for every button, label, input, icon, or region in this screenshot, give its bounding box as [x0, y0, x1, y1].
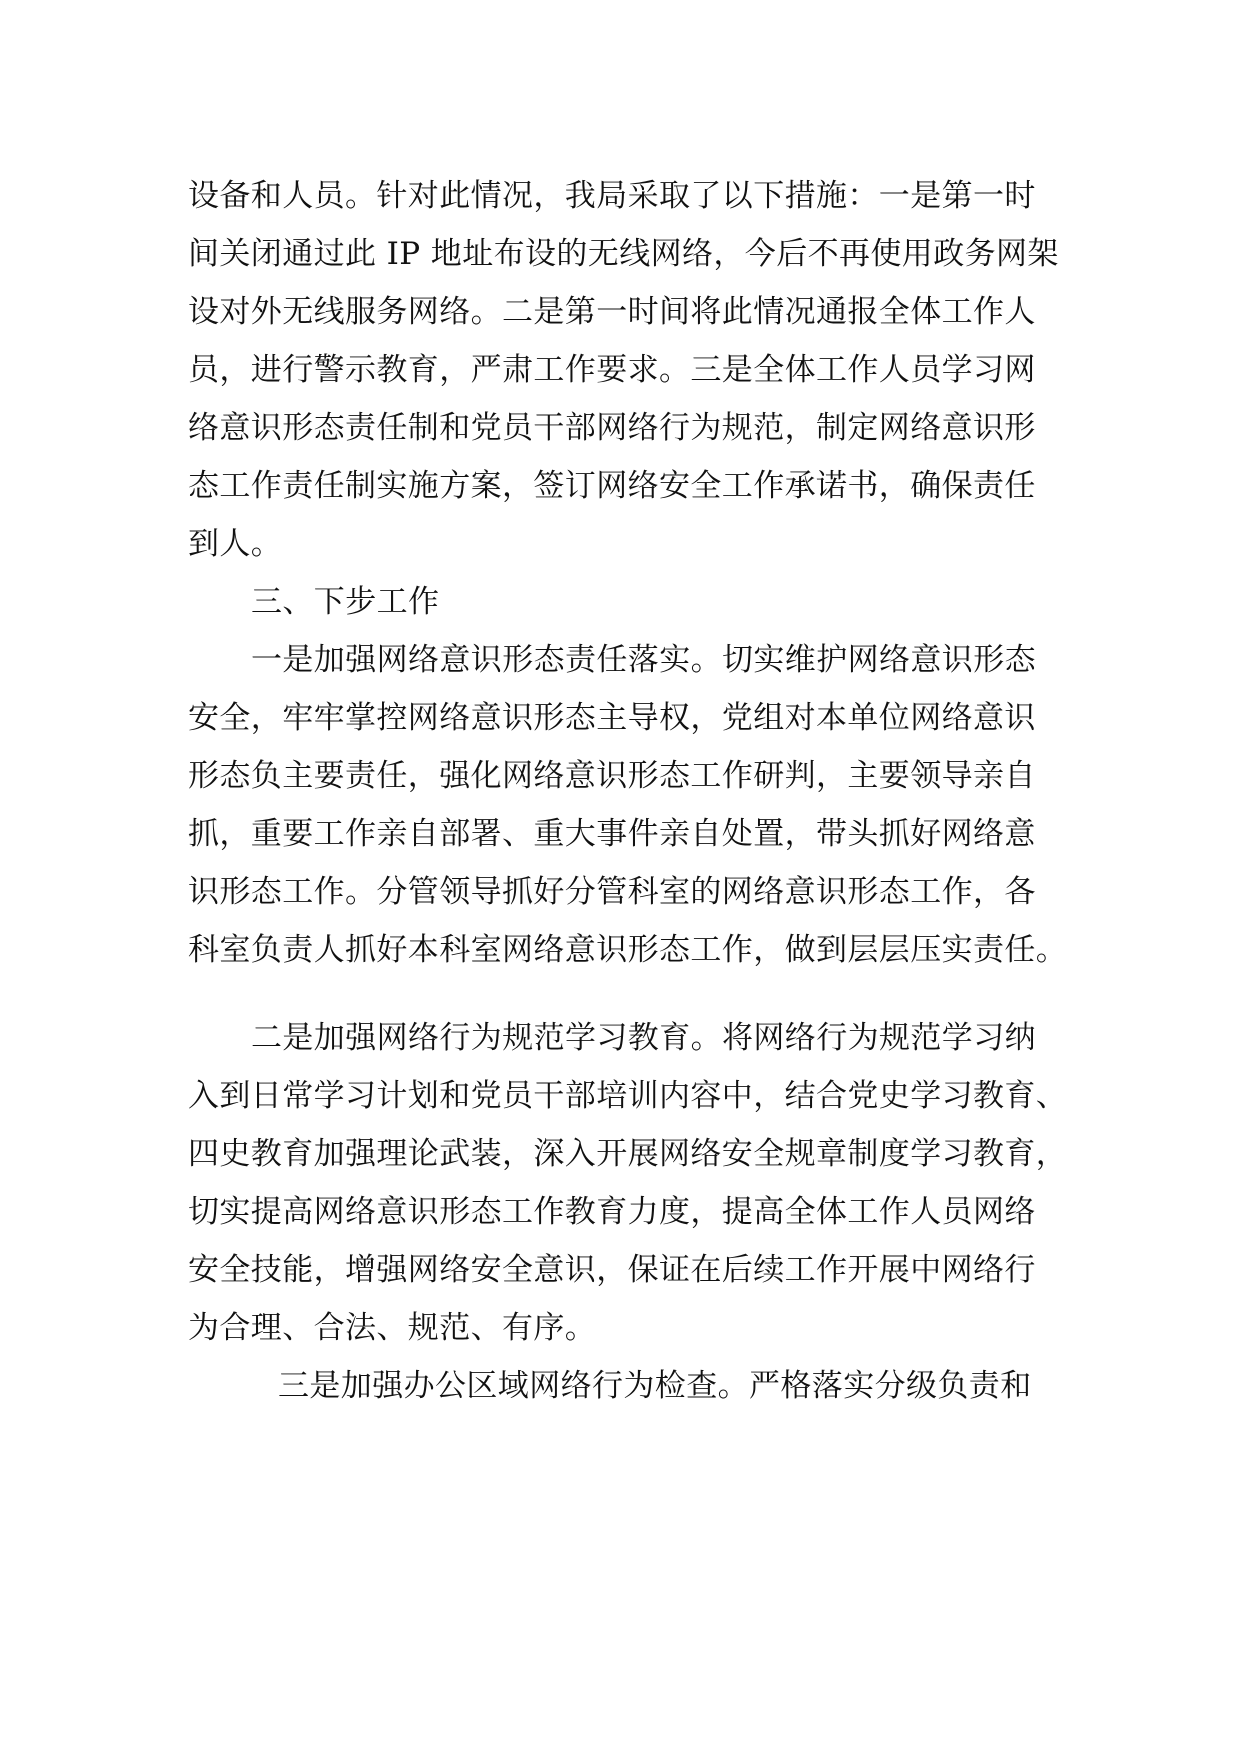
paragraph-line: 设备和人员。针对此情况，我局采取了以下措施：一是第一时	[188, 178, 1036, 214]
paragraph-line: 设对外无线服务网络。二是第一时间将此情况通报全体工作人	[188, 294, 1036, 330]
section-heading: 三、下步工作	[251, 584, 440, 620]
paragraph-line: 入到日常学习计划和党员干部培训内容中，结合党史学习教育、	[188, 1078, 1068, 1114]
paragraph-line: 四史教育加强理论武装，深入开展网络安全规章制度学习教育，	[188, 1136, 1068, 1172]
paragraph-line: 间关闭通过此 IP 地址布设的无线网络，今后不再使用政务网架	[188, 236, 1059, 272]
paragraph-line: 抓，重要工作亲自部署、重大事件亲自处置，带头抓好网络意	[188, 816, 1036, 852]
paragraph-line: 二是加强网络行为规范学习教育。将网络行为规范学习纳	[251, 1020, 1036, 1056]
paragraph-line: 态工作责任制实施方案，签订网络安全工作承诺书，确保责任	[188, 468, 1036, 504]
paragraph-line: 识形态工作。分管领导抓好分管科室的网络意识形态工作，各	[188, 874, 1036, 910]
paragraph-line: 形态负主要责任，强化网络意识形态工作研判，主要领导亲自	[188, 758, 1036, 794]
paragraph-line: 安全技能，增强网络安全意识，保证在后续工作开展中网络行	[188, 1252, 1036, 1288]
paragraph-line: 络意识形态责任制和党员干部网络行为规范，制定网络意识形	[188, 410, 1036, 446]
paragraph-line: 一是加强网络意识形态责任落实。切实维护网络意识形态	[251, 642, 1036, 678]
paragraph-line: 安全，牢牢掌控网络意识形态主导权，党组对本单位网络意识	[188, 700, 1036, 736]
paragraph-line: 切实提高网络意识形态工作教育力度，提高全体工作人员网络	[188, 1194, 1036, 1230]
paragraph-line: 为合理、合法、规范、有序。	[188, 1310, 597, 1346]
paragraph-line: 科室负责人抓好本科室网络意识形态工作，做到层层压实责任。	[188, 932, 1068, 968]
paragraph-line: 员，进行警示教育，严肃工作要求。三是全体工作人员学习网	[188, 352, 1036, 388]
paragraph-line: 三是加强办公区域网络行为检查。严格落实分级负责和	[278, 1368, 1032, 1404]
paragraph-line: 到人。	[188, 526, 283, 562]
